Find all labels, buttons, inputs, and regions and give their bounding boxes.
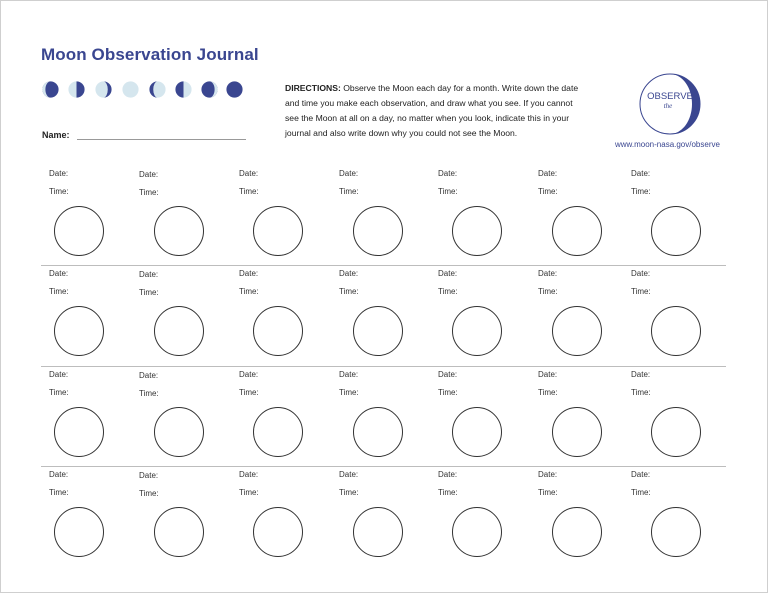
time-label: Time: (631, 388, 651, 397)
moon-drawing-circle[interactable] (452, 407, 502, 457)
moon-drawing-circle[interactable] (651, 206, 701, 256)
date-label: Date: (339, 470, 359, 479)
date-label: Date: (49, 370, 69, 379)
moon-drawing-circle[interactable] (253, 407, 303, 457)
logo-word-the: the (663, 102, 673, 110)
date-label: Date: (631, 370, 651, 379)
time-label: Time: (438, 287, 458, 296)
moon-drawing-circle[interactable] (353, 306, 403, 356)
page-title: Moon Observation Journal (41, 45, 259, 64)
row-divider (41, 466, 726, 467)
date-label: Date: (438, 470, 458, 479)
date-label: Date: (239, 470, 259, 479)
moon-drawing-circle[interactable] (552, 306, 602, 356)
moon-drawing-circle[interactable] (54, 306, 104, 356)
date-label: Date: (139, 471, 159, 480)
time-label: Time: (538, 187, 558, 196)
time-label: Time: (631, 187, 651, 196)
moon-drawing-circle[interactable] (54, 407, 104, 457)
date-label: Date: (339, 370, 359, 379)
time-label: Time: (339, 287, 359, 296)
time-label: Time: (631, 287, 651, 296)
moon-drawing-circle[interactable] (54, 507, 104, 557)
time-label: Time: (49, 488, 69, 497)
moon-drawing-circle[interactable] (154, 306, 204, 356)
date-label: Date: (239, 370, 259, 379)
time-label: Time: (438, 388, 458, 397)
moon-drawing-circle[interactable] (552, 507, 602, 557)
time-label: Time: (339, 187, 359, 196)
moon-drawing-circle[interactable] (452, 206, 502, 256)
time-label: Time: (631, 488, 651, 497)
time-label: Time: (239, 488, 259, 497)
date-label: Date: (538, 169, 558, 178)
time-label: Time: (438, 488, 458, 497)
time-label: Time: (538, 488, 558, 497)
date-label: Date: (438, 169, 458, 178)
name-field[interactable] (77, 139, 246, 140)
date-label: Date: (49, 269, 69, 278)
time-label: Time: (139, 188, 159, 197)
moon-drawing-circle[interactable] (353, 407, 403, 457)
moon-drawing-circle[interactable] (154, 407, 204, 457)
moon-drawing-circle[interactable] (253, 306, 303, 356)
row-divider (41, 366, 726, 367)
time-label: Time: (339, 488, 359, 497)
date-label: Date: (339, 169, 359, 178)
date-label: Date: (631, 169, 651, 178)
date-label: Date: (49, 169, 69, 178)
date-label: Date: (538, 470, 558, 479)
waning-gibbous-icon (95, 81, 112, 98)
date-label: Date: (339, 269, 359, 278)
time-label: Time: (49, 187, 69, 196)
date-label: Date: (139, 371, 159, 380)
time-label: Time: (538, 287, 558, 296)
date-label: Date: (438, 269, 458, 278)
time-label: Time: (438, 187, 458, 196)
row-divider (41, 265, 726, 266)
time-label: Time: (538, 388, 558, 397)
directions-body: Observe the Moon each day for a month. Write down the date and time you make each observation, and draw what you see. If you cannot see the Moon at all on a day, no matter when you look, indicate this in your journal and also write down why you could not see the Moon. (285, 83, 579, 138)
date-label: Date: (538, 269, 558, 278)
date-label: Date: (239, 269, 259, 278)
time-label: Time: (239, 187, 259, 196)
waxing-crescent-icon (201, 81, 218, 98)
date-label: Date: (538, 370, 558, 379)
moon-drawing-circle[interactable] (253, 507, 303, 557)
time-label: Time: (139, 489, 159, 498)
date-label: Date: (49, 470, 69, 479)
date-label: Date: (139, 270, 159, 279)
first-quarter-icon (175, 81, 192, 98)
full-moon-icon (122, 81, 139, 98)
moon-drawing-circle[interactable] (651, 306, 701, 356)
moon-drawing-circle[interactable] (452, 306, 502, 356)
new-moon-icon (226, 81, 243, 98)
logo-word-moon: MOON (657, 110, 689, 121)
time-label: Time: (139, 288, 159, 297)
moon-drawing-circle[interactable] (253, 206, 303, 256)
moon-drawing-circle[interactable] (651, 507, 701, 557)
directions-text (285, 81, 585, 141)
moon-drawing-circle[interactable] (552, 407, 602, 457)
waning-crescent-icon (42, 81, 59, 98)
third-quarter-icon (68, 81, 85, 98)
moon-drawing-circle[interactable] (54, 206, 104, 256)
directions-heading: DIRECTIONS: (285, 83, 341, 93)
time-label: Time: (139, 389, 159, 398)
moon-drawing-circle[interactable] (154, 507, 204, 557)
observe-the-moon-logo (639, 73, 701, 135)
time-label: Time: (239, 287, 259, 296)
date-label: Date: (631, 269, 651, 278)
time-label: Time: (239, 388, 259, 397)
time-label: Time: (49, 287, 69, 296)
time-label: Time: (339, 388, 359, 397)
moon-drawing-circle[interactable] (552, 206, 602, 256)
website-link[interactable]: www.moon-nasa.gov/observe (615, 140, 720, 149)
moon-drawing-circle[interactable] (651, 407, 701, 457)
waxing-gibbous-icon (149, 81, 166, 98)
date-label: Date: (139, 170, 159, 179)
date-label: Date: (631, 470, 651, 479)
moon-drawing-circle[interactable] (353, 206, 403, 256)
time-label: Time: (49, 388, 69, 397)
moon-drawing-circle[interactable] (353, 507, 403, 557)
name-label: Name: (42, 130, 70, 140)
logo-word-observe: OBSERVE (647, 91, 693, 102)
moon-drawing-circle[interactable] (452, 507, 502, 557)
date-label: Date: (239, 169, 259, 178)
date-label: Date: (438, 370, 458, 379)
moon-drawing-circle[interactable] (154, 206, 204, 256)
